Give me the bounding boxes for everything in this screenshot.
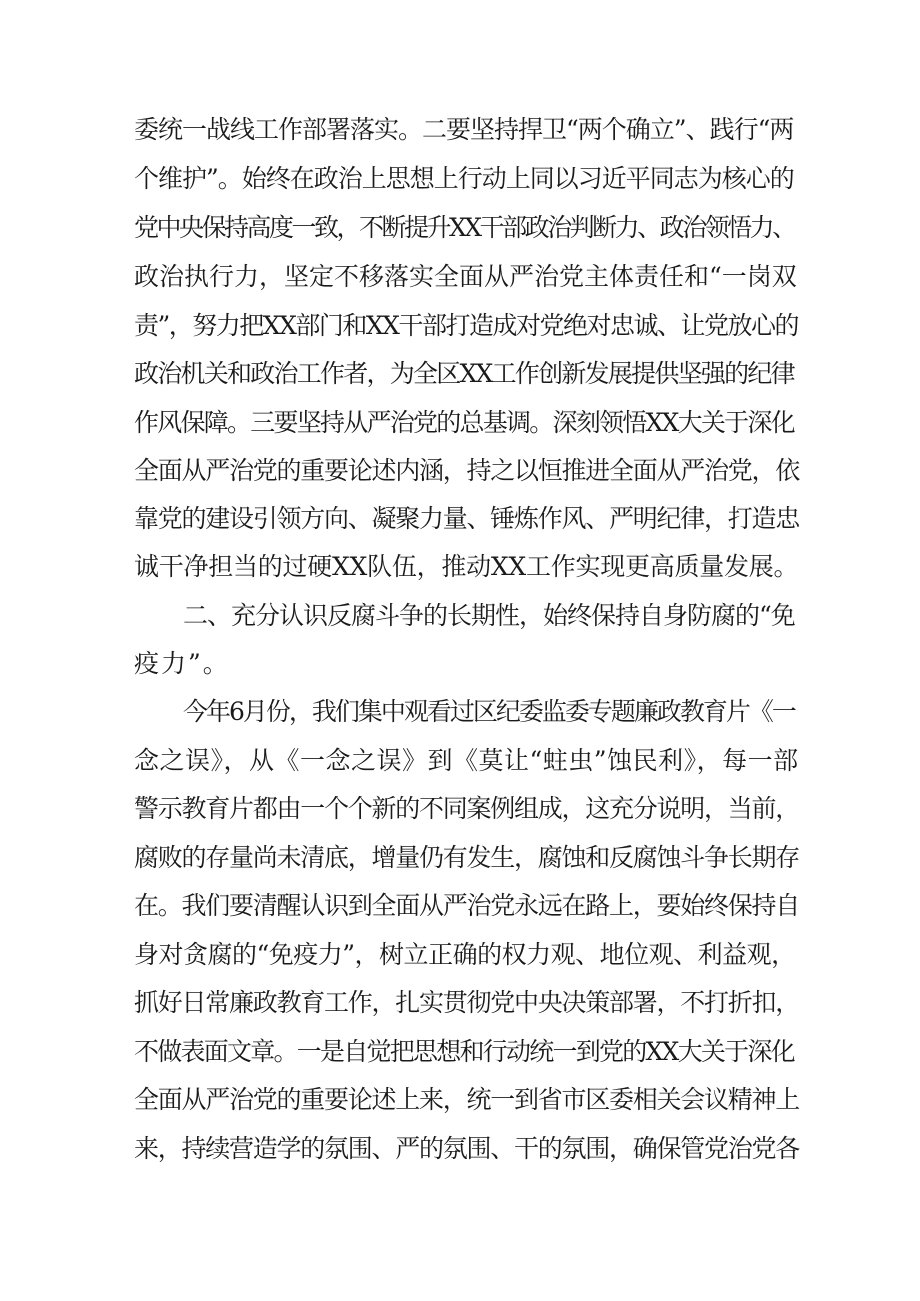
text-line: 来，持续营造学的氛围、严的氛围、干的氛围，确保管党治党各 — [134, 1134, 800, 1163]
text-line: 抓好日常廉政教育工作，扎实贯彻党中央决策部署，不打折扣， — [134, 988, 800, 1017]
text-line: 靠党的建设引领方向、凝聚力量、锤炼作风、严明纪律，打造忠 — [134, 504, 800, 533]
text-line: 委统一战线工作部署落实。二要坚持捍卫“两个确立”、践行“两 — [134, 115, 794, 144]
text-line: 责”，努力把XX部门和XX干部打造成对党绝对忠诚、让党放心的 — [134, 311, 798, 340]
text-line: 今年6月份，我们集中观看过区纪委监委专题廉政教育片《一 — [183, 697, 795, 726]
text-line: 个维护”。始终在政治上思想上行动上同以习近平同志为核心的 — [134, 164, 794, 193]
section-heading-line: 二、充分认识反腐斗争的长期性，始终保持自身防腐的“免 — [183, 601, 795, 630]
text-line: 政治机关和政治工作者，为全区XX工作创新发展提供坚强的纪律 — [134, 359, 794, 388]
section-heading-line: 疫力”。 — [134, 649, 230, 678]
text-line: 全面从严治党的重要论述上来，统一到省市区委相关会议精神上 — [134, 1085, 800, 1114]
text-line: 诚干净担当的过硬XX队伍，推动XX工作实现更高质量发展。 — [134, 552, 799, 581]
text-line: 在。我们要清醒认识到全面从严治党永远在路上，要始终保持自 — [134, 891, 800, 920]
text-line: 念之误》，从《一念之误》到《莫让“蛀虫”蚀民利》，每一部 — [134, 746, 799, 775]
text-line: 警示教育片都由一个个新的不同案例组成，这充分说明，当前， — [134, 794, 800, 823]
text-line: 不做表面文章。一是自觉把思想和行动统一到党的XX大关于深化 — [134, 1037, 794, 1066]
text-line: 作风保障。三要坚持从严治党的总基调。深刻领悟XX大关于深化 — [134, 408, 794, 437]
text-line: 党中央保持高度一致，不断提升XX干部政治判断力、政治领悟力、 — [134, 213, 795, 242]
text-line: 身对贪腐的“免疫力”，树立正确的权力观、地位观、利益观， — [134, 940, 796, 969]
text-line: 政治执行力，坚定不移落实全面从严治党主体责任和“一岗双 — [134, 262, 797, 291]
text-line: 全面从严治党的重要论述内涵，持之以恒推进全面从严治党，依 — [134, 456, 800, 485]
text-line: 腐败的存量尚未清底，增量仍有发生，腐蚀和反腐蚀斗争长期存 — [134, 843, 800, 872]
